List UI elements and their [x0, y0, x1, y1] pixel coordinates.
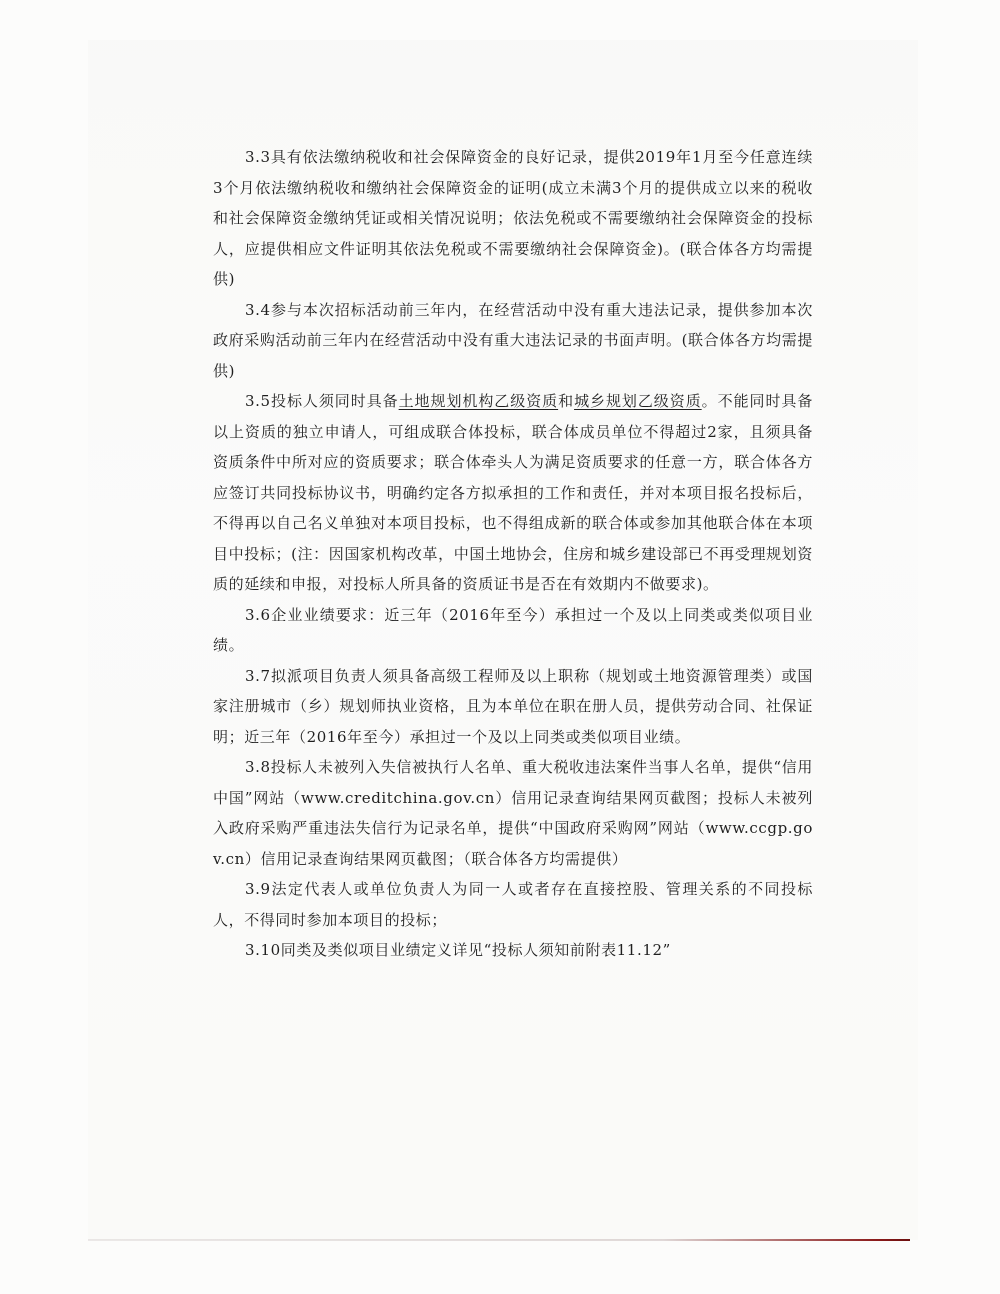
paragraph-3-5-mid: 和	[558, 392, 575, 410]
body-text	[213, 142, 813, 966]
paragraph-3-9: 3.9法定代表人或单位负责人为同一人或者存在直接控股、管理关系的不同投标人，不得同时参加本项目的投标；	[213, 880, 813, 929]
paragraph-3-4: 3.4参与本次招标活动前三年内，在经营活动中没有重大违法记录，提供参加本次政府采购活动前三年内在经营活动中没有重大违法记录的书面声明。(联合体各方均需提供)	[213, 300, 813, 380]
land-planning-qualification: 土地规划机构乙级资质	[398, 392, 559, 410]
paragraph-3-10: 3.10同类及类似项目业绩定义详见“投标人须知前附表11.12”	[245, 941, 671, 959]
paragraph-3-5-suffix: 。不能同时具备以上资质的独立申请人，可组成联合体投标，联合体成员单位不得超过2家，且须具备资质条件中所对应的资质要求；联合体牵头人为满足资质要求的任意一方，联合体各方应签订共同投标协议书，明确约定各方拟承担的工作和责任，并对本项目报名投标后，不得再以自己名义单独对本项目投标，也不得组成新的联合体或参加其他联合体在本项目中投标；(注：因国家机构改革，中国土地协会，住房和城乡建设部已不再受理规划资质的延续和申报，对投标人所具备的资质证书是否在有效期内不做要求)。	[213, 392, 813, 593]
paragraph-3-8: 3.8投标人未被列入失信被执行人名单、重大税收违法案件当事人名单，提供“信用中国”网站（www.creditchina.gov.cn）信用记录查询结果网页截图；投标人未被列入政府采购严重违法失信行为记录名单，提供“中国政府采购网”网站（www.ccgp.gov.cn）信用记录查询结果网页截图；（联合体各方均需提供）	[213, 758, 813, 868]
paragraph-3-7: 3.7拟派项目负责人须具备高级工程师及以上职称（规划或土地资源管理类）或国家注册城市（乡）规划师执业资格，且为本单位在职在册人员，提供劳动合同、社保证明；近三年（2016年至今）承担过一个及以上同类或类似项目业绩。	[213, 666, 813, 746]
urban-rural-planning-qualification: 城乡规划乙级资质	[574, 392, 702, 410]
paragraph-3-5	[213, 386, 813, 600]
bottom-edge-line	[88, 1239, 910, 1241]
paragraph-3-3: 3.3具有依法缴纳税收和社会保障资金的良好记录，提供2019年1月至今任意连续3个月依法缴纳税收和缴纳社会保障资金的证明(成立未满3个月的提供成立以来的税收和社会保障资金缴纳凭证或相关情况说明；依法免税或不需要缴纳社会保障资金的投标人，应提供相应文件证明其依法免税或不需要缴纳社会保障资金)。(联合体各方均需提供)	[213, 148, 813, 288]
paragraph-3-6: 3.6企业业绩要求：近三年（2016年至今）承担过一个及以上同类或类似项目业绩。	[213, 605, 813, 654]
paragraph-3-5-prefix: 3.5投标人须同时具备	[245, 392, 399, 410]
